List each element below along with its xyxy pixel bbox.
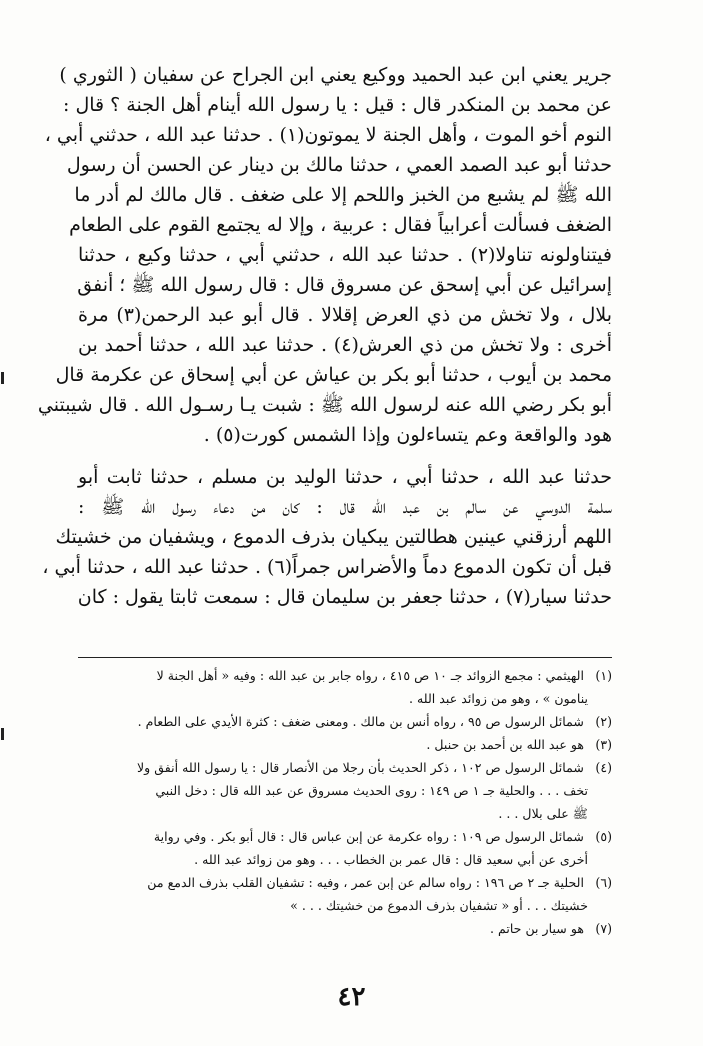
footnote-continuation: تخف . . . والحلية جـ ١ ص ١٤٩ : روى الحديث مسروق عن عبد الله قال : دخل النبي: [155, 783, 588, 798]
text-line: جرير يعني ابن عبد الحميد ووكيع يعني ابن الجراح عن سفيان ( الثوري ): [59, 64, 612, 86]
text-line: النوم أخو الموت ، وأهل الجنة لا يموتون(١) . حدثنا عبد الله ، حدثني أبي ،: [44, 124, 612, 146]
footnote-continuation: ينامون » ، وهو من زوائد عبد الله .: [409, 691, 588, 706]
footnote-divider: [78, 657, 612, 658]
footnote-number: (٦): [595, 875, 612, 890]
text-line: عن محمد بن المنكدر قال : قيل : يا رسول الله أينام أهل الجنة ؟ قال :: [63, 94, 612, 116]
footnote-text: هو عبد الله بن أحمد بن حنبل .: [426, 737, 584, 752]
scan-edge-mark: [1, 728, 4, 740]
footnote-continuation: ﷺ على بلال . . .: [498, 806, 588, 821]
footnote-text: الحلية جـ ٢ ص ١٩٦ : رواه سالم عن إبن عمر ، وفيه : تشفيان القلب بذرف الدمع من: [147, 875, 584, 890]
page-number: ٤٢: [337, 982, 366, 1012]
footnote-text: شمائل الرسول ص ١٠٩ : رواه عكرمة عن إبن عباس قال : قال أبو بكر . وفي رواية: [153, 829, 584, 844]
footnote-continuation: أخرى عن أبي سعيد قال : قال عمر بن الخطاب . . . وهو من زوائد عبد الله .: [194, 852, 588, 867]
text-line: سلمة الدوسي عن سالم بن عبد الله قال : كان من دعاء رسول الله ﷺ :: [78, 496, 613, 518]
text-line: بلال ، ولا تخش من ذي العرض إقلالا . قال أبو عبد الرحمن(٣) مرة: [78, 304, 612, 326]
footnote: [82, 664, 612, 687]
footnote: [82, 917, 612, 940]
footnote-number: (٥): [595, 829, 612, 844]
footnote-text: شمائل الرسول ص ٩٥ ، رواه أنس بن مالك . ومعنى ضغف : كثرة الأيدي على الطعام .: [137, 714, 584, 729]
footnote-number: (٣): [595, 737, 612, 752]
text-line: اللهم أرزقني عينين هطالتين يبكيان بذرف الدموع ، ويشفيان من خشيتك: [55, 526, 612, 548]
footnote-number: (٧): [595, 921, 612, 936]
footnote-text: هو سيار بن حاتم .: [489, 921, 584, 936]
text-line: محمد بن أيوب ، حدثنا أبو بكر بن عياش عن أبي إسحاق عن عكرمة قال: [55, 364, 612, 386]
footnote-text: شمائل الرسول ص ١٠٢ ، ذكر الحديث بأن رجلا من الأنصار قال : يا رسول الله أنفق ولا: [137, 760, 584, 775]
text-line: فيتناولونه تناولا(٢) . حدثنا عبد الله ، حدثني أبي ، حدثنا وكيع ، حدثنا: [78, 244, 613, 266]
footnotes: [82, 664, 612, 940]
text-line: أبو بكر رضي الله عنه لرسول الله ﷺ : شبت يـا رسـول الله . قال شيبتني: [37, 394, 612, 416]
text-line: هود والواقعة وعم يتساءلون وإذا الشمس كورت(٥) .: [203, 424, 612, 446]
footnote-number: (٢): [595, 714, 612, 729]
footnote: [82, 733, 612, 756]
footnote-number: (٤): [595, 760, 612, 775]
footnote-number: (١): [595, 668, 612, 683]
footnote-continuation: خشيتك . . . أو « تشفيان بذرف الدموع من خشيتك . . . »: [290, 898, 588, 913]
text-line: الضغف فسألت أعرابياً فقال : عربية ، وإلا له يجتمع القوم على الطعام: [69, 214, 612, 236]
text-line: أخرى : ولا تخش من ذي العرش(٤) . حدثنا عبد الله ، حدثنا أحمد بن: [78, 334, 612, 356]
footnote: [82, 756, 612, 779]
footnote: [82, 710, 612, 733]
text-line: الله ﷺ لم يشبع من الخبز واللحم إلا على ضغف . قال مالك لم أدر ما: [74, 184, 612, 206]
footnote-text: الهيثمي : مجمع الزوائد جـ ١٠ ص ٤١٥ ، رواه جابر بن عبد الله : وفيه « أهل الجنة لا: [156, 668, 584, 683]
text-line: حدثنا سيار(٧) ، حدثنا جعفر بن سليمان قال : سمعت ثابتا يقول : كان: [77, 586, 612, 608]
footnote: [82, 825, 612, 848]
text-line: حدثنا أبو عبد الصمد العمي ، حدثنا مالك بن دينار عن الحسن أن رسول: [66, 154, 612, 176]
main-text: [37, 60, 613, 612]
text-line: حدثنا عبد الله ، حدثنا أبي ، حدثنا الوليد بن مسلم ، حدثنا ثابت أبو: [78, 466, 612, 488]
text-line: قبل أن تكون الدموع دماً والأضراس جمراً(٦) . حدثنا عبد الله ، حدثنا أبي ،: [42, 556, 612, 578]
scan-edge-mark: [1, 372, 4, 384]
text-line: إسرائيل عن أبي إسحق عن مسروق قال : قال رسول الله ﷺ ؛ أنفق: [77, 274, 612, 296]
footnote: [82, 871, 612, 894]
